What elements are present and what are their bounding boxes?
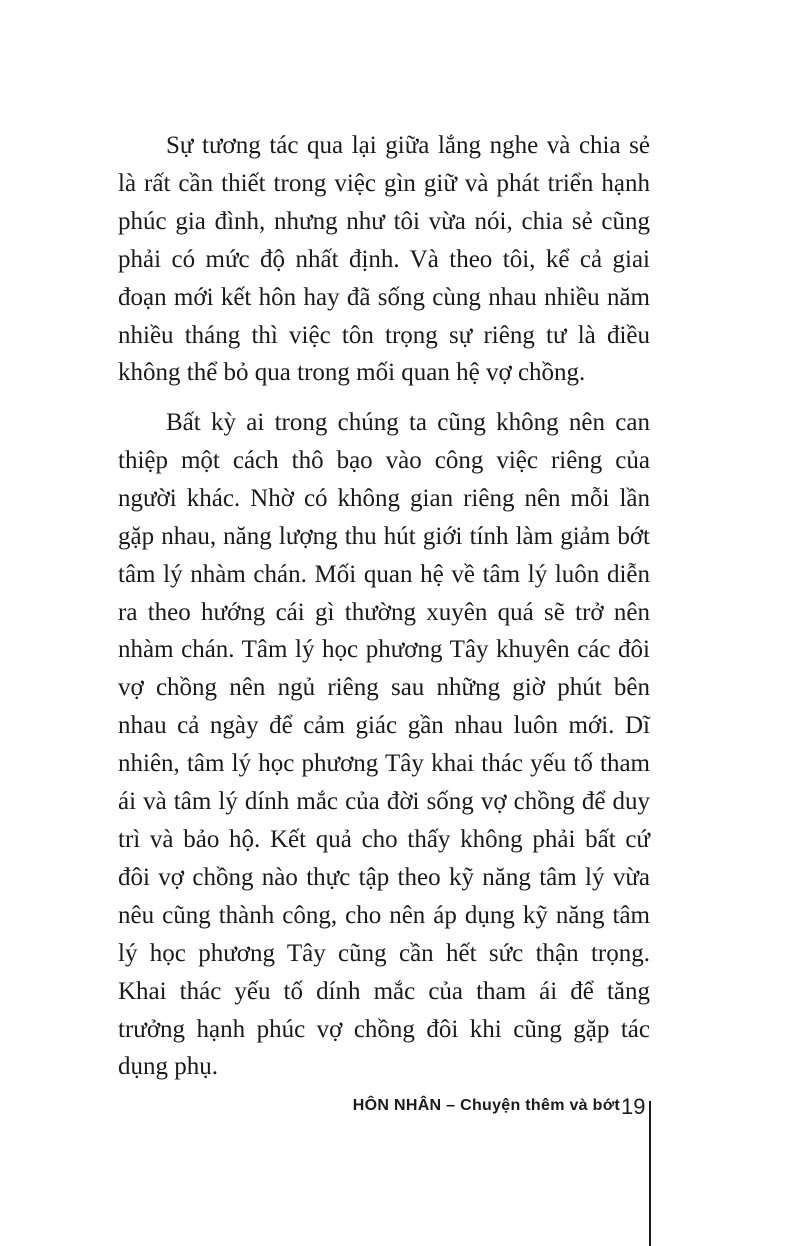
body-paragraph-2: Bất kỳ ai trong chúng ta cũng không nên can thiệp một cách thô bạo vào công việc riêng của người khác. Nhờ có không gian riêng nên mỗi lần gặp nhau, năng lượng thu hút giới tính làm giảm bớt tâm lý nhàm chán. Mối quan hệ về tâm lý luôn diễn ra theo hướng cái gì thường xuyên quá sẽ trở nên nhàm chán. Tâm lý học phương Tây khuyên các đôi vợ chồng nên ngủ riêng sau những giờ phút bên nhau cả ngày để cảm giác gần nhau luôn mới. Dĩ nhiên, tâm lý học phương Tây khai thác yếu tố tham ái và tâm lý dính mắc của đời sống vợ chồng để duy trì và bảo hộ. Kết quả cho thấy không phải bất cứ đôi vợ chồng nào thực tập theo kỹ năng tâm lý vừa nêu cũng thành công, cho nên áp dụng kỹ năng tâm lý học phương Tây cũng cần hết sức thận trọng. Khai thác yếu tố dính mắc của tham ái để tăng trưởng hạnh phúc vợ chồng đôi khi cũng gặp tác dụng phụ. (118, 409, 650, 1081)
body-paragraph-1: Sự tương tác qua lại giữa lắng nghe và chia sẻ là rất cần thiết trong việc gìn giữ và phát triển hạnh phúc gia đình, nhưng như tôi vừa nói, chia sẻ cũng phải có mức độ nhất định. Và theo tôi, kể cả giai đoạn mới kết hôn hay đã sống cùng nhau nhiều năm nhiều tháng thì việc tôn trọng sự riêng tư là điều không thể bỏ qua trong mối quan hệ vợ chồng. (118, 132, 650, 387)
page-number: 19 (621, 1094, 646, 1119)
footer-vertical-rule (649, 1101, 651, 1246)
running-footer-title: HÔN NHÂN – Chuyện thêm và bớt (352, 1097, 620, 1114)
